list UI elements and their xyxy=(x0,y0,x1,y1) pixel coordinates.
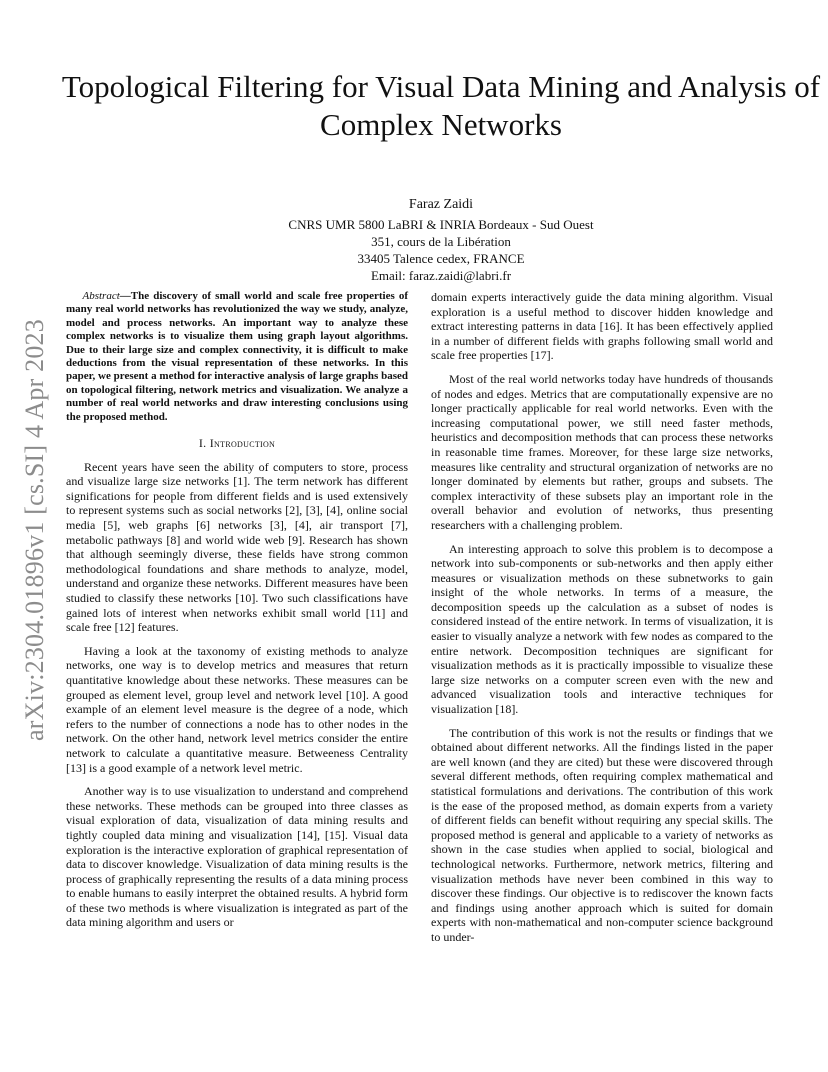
arxiv-identifier: arXiv:2304.01896v1 [cs.SI] 4 Apr 2023 xyxy=(20,319,49,741)
intro-paragraph-6: The contribution of this work is not the results or findings that we obtained about different networks. All the findings listed in the paper are well known (and they are cited) but these were discovered through several different methods, often requiring complex mathematical and statistical formulations and derivations. The contribution of this work is the ease of the proposed method, as domain experts from a variety of different fields can benefit without requiring any special skills. The proposed method is general and applicable to a variety of networks as shown in the case studies when applied to social, biological and technological networks. Furthermore, network metrics, filtering and visualization methods have never been combined in this way to discover these findings. Our objective is to rediscover the known facts and findings using another approach which is suited for domain experts with non-mathematical and non-computer science background to under- xyxy=(431,725,773,944)
intro-paragraph-3-continued: domain experts interactively guide the data mining algorithm. Visual exploration is a useful method to discover hidden knowledge and extract interesting patterns in data [16]. It has been effectively applied in a number of different fields with graphs following small world and scale free properties [17]. xyxy=(431,290,773,363)
section-heading-introduction xyxy=(66,436,408,451)
intro-paragraph-3: Another way is to use visualization to understand and comprehend these networks. These methods can be grouped into three classes as visual exploration of data, visualization of data mining results and tightly coupled data mining and visualization [14], [15]. Visual data exploration is the interactive exploration of graphical representation of data to discover knowledge. Visualization of data mining results is the process of graphically representing the results of a data mining process to enable humans to easily interpret the obtained results. A hybrid form of these two methods is where visualization is integrated as part of the data mining algorithm and users or xyxy=(66,784,408,930)
abstract xyxy=(66,290,408,424)
abstract-text: —The discovery of small world and scale free properties of many real world networks has revolutionized the way we study, analyze, model and process networks. An important way to analyze these complex networks is to visualize them using graph layout algorithms. Due to their large size and complex connectivity, it is difficult to make deductions from the visual representation of these networks. In this paper, we present a method for interactive analysis of large graphs based on topological filtering, network metrics and visualization. We analyze a number of real world networks and draw interesting conclusions using the proposed method. xyxy=(66,290,408,423)
author-affiliation: CNRS UMR 5800 LaBRI & INRIA Bordeaux - Sud Ouest xyxy=(288,217,594,232)
author-address-line1: 351, cours de la Libération xyxy=(371,234,511,249)
section-title: Introduction xyxy=(209,436,276,451)
paper-title: Topological Filtering for Visual Data Mining and Analysis of Complex Networks xyxy=(61,69,821,142)
left-column xyxy=(66,290,408,930)
section-number: I. xyxy=(198,436,207,451)
abstract-label: Abstract xyxy=(82,290,120,302)
intro-paragraph-1: Recent years have seen the ability of computers to store, process and visualize large size networks [1]. The term network has different significations for people from different fields and is used extensively to represent systems such as social networks [2], [3], [4], online social media [5], web graphs [6] networks [3], [4], air transport [7], metabolic pathways [8] and world wide web [9]. Research has shown that although seemingly diverse, these fields have strong common methodological foundations and share methods to analyze, model, understand and organize these networks. Different measures have been studied to classify these networks [10]. Two such classifications have gained lots of interest when networks exhibit small world [11] and scale free [12] features. xyxy=(66,459,408,635)
author-name: Faraz Zaidi xyxy=(408,197,474,212)
author-block xyxy=(60,196,822,284)
intro-paragraph-5: An interesting approach to solve this problem is to decompose a network into sub-components or sub-networks and then apply either measures or visualization methods on these subnetworks to gain insight of the whole networks. In terms of a measure, the decomposition speeds up the calculation as a subset of nodes is considered instead of the entire network. In terms of visualization, it is easier to visually analyze a network with few nodes as compared to the entire network. Decomposition techniques are significant for visualization methods as it is practically impossible to visualize these large size networks on a computer screen even with the new and advanced visualization tools and interactive techniques for visualization [18]. xyxy=(431,541,773,717)
intro-paragraph-2: Having a look at the taxonomy of existing methods to analyze networks, one way is to develop metrics and measures that return quantitative knowledge about these networks. These measures can be grouped as element level, group level and network level [10]. A good example of an element level measure is the degree of a node, which refers to the number of connections a node has to other nodes in the network. On the other hand, network level metrics consider the entire network to calculate a quantitative measure. Betweeness Centrality [13] is a good example of a network level metric. xyxy=(66,643,408,775)
right-column xyxy=(431,290,773,945)
arxiv-sidebar-stamp xyxy=(18,300,52,760)
intro-paragraph-4: Most of the real world networks today have hundreds of thousands of nodes and edges. Metrics that are computationally expensive are no longer practically applicable for real world networks. Even with the increasing computational power, we still need faster methods, heuristics and decomposition methods that can process these networks in reasonable time frames. Moreover, for these large size networks, measures like centrality and structural organization of networks are no longer dominated by elements but rather, groups and subsets. The complex interactivity of these subsets play an important role in the overall behavior and evolution of networks, thus presenting researchers with a challenging problem. xyxy=(431,371,773,532)
author-email: Email: faraz.zaidi@labri.fr xyxy=(370,268,512,283)
author-address-line2: 33405 Talence cedex, FRANCE xyxy=(357,251,525,266)
